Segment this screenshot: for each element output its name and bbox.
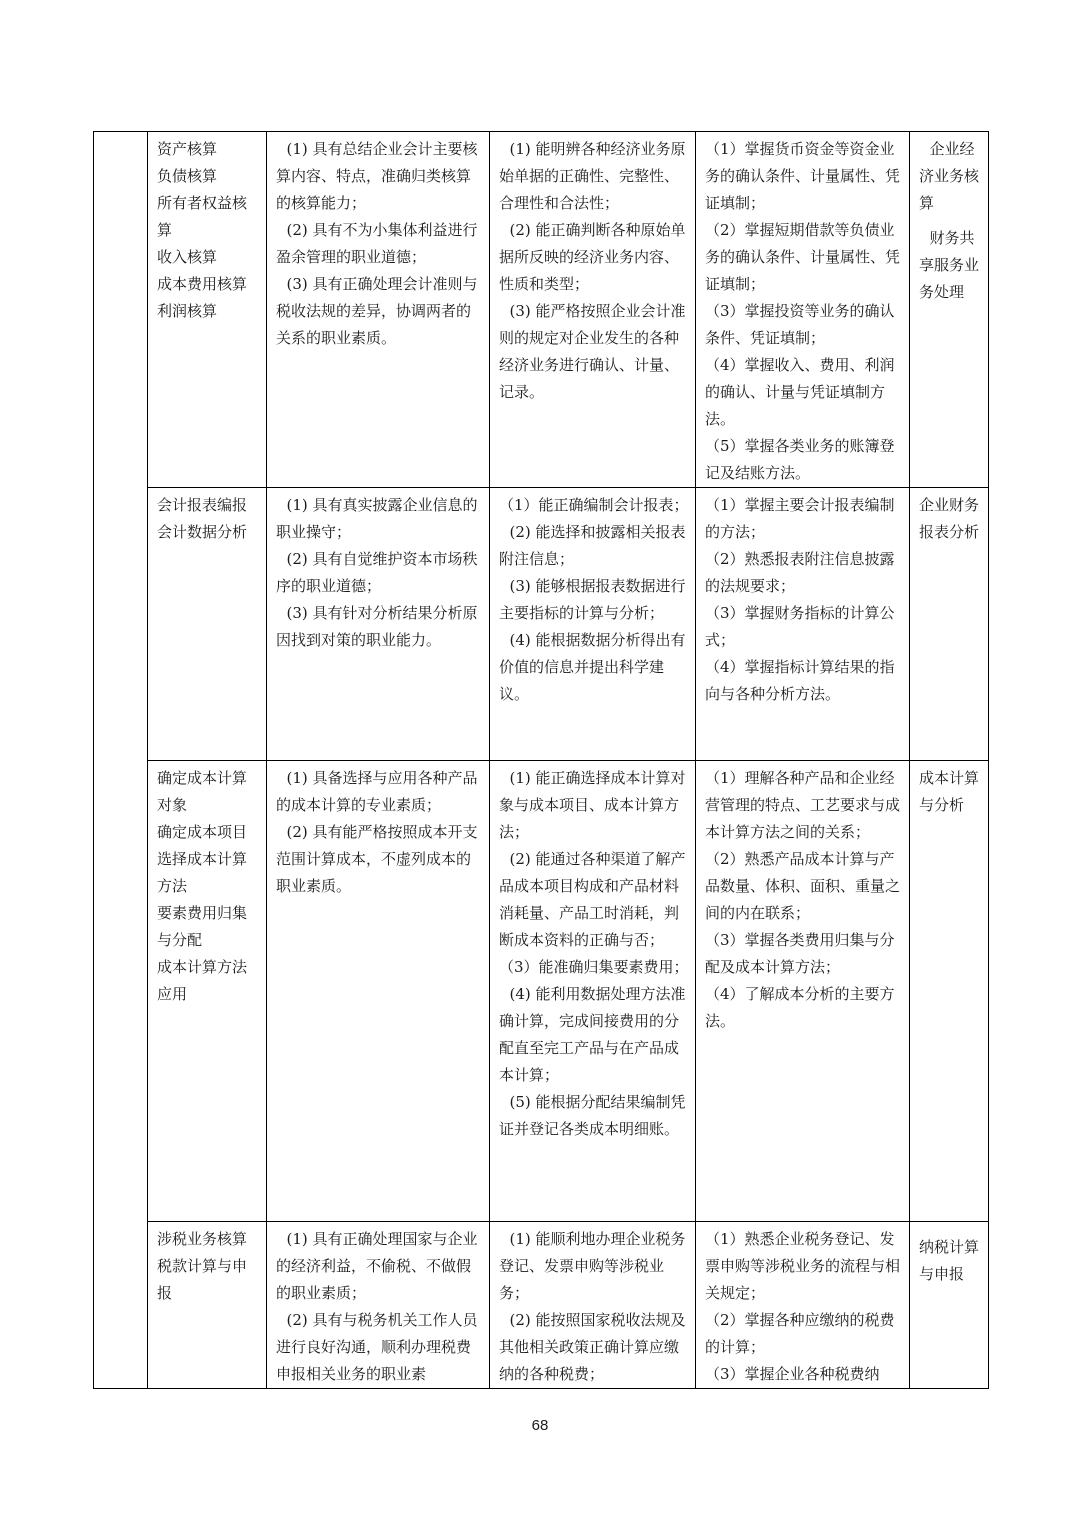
task-line: 与分配 <box>157 931 203 949</box>
knowledge-item: （4）了解成本分析的主要方法。 <box>705 985 895 1030</box>
course-name: 企业财务报表分析 <box>919 496 980 541</box>
knowledge-item: （3）掌握投资等业务的确认条件、凭证填制； <box>705 302 895 347</box>
task-line: 所有者权益核 <box>157 194 248 212</box>
ability-requirements-cell <box>490 761 696 1222</box>
course-cell <box>910 488 989 761</box>
table-row <box>94 761 989 1222</box>
task-line: 负债核算 <box>157 167 218 185</box>
knowledge-item: （2）熟悉产品成本计算与产品数量、体积、面积、重量之间的内在联系； <box>705 850 901 922</box>
task-line: 对象 <box>157 796 188 814</box>
task-line: 利润核算 <box>157 302 218 320</box>
ability-item: (3) 能够根据报表数据进行主要指标的计算与分析； <box>499 577 686 622</box>
task-line: 会计数据分析 <box>157 523 248 541</box>
quality-item: (2) 具有与税务机关工作人员进行良好沟通，顺利办理税费申报相关业务的职业素 <box>276 1311 478 1383</box>
task-line: 成本费用核算 <box>157 275 248 293</box>
quality-requirements-cell <box>267 761 490 1222</box>
task-line: 选择成本计算 <box>157 850 248 868</box>
work-task-cell <box>148 761 267 1222</box>
task-line: 方法 <box>157 877 188 895</box>
ability-item: (2) 能选择和披露相关报表附注信息； <box>499 523 686 568</box>
knowledge-item: （2）掌握短期借款等负债业务的确认条件、计量属性、凭证填制； <box>705 221 901 293</box>
knowledge-item: （1）掌握货币资金等资金业务的确认条件、计量属性、凭证填制； <box>705 140 901 212</box>
merged-category-cell <box>94 132 148 1389</box>
task-line: 税款计算与申报 <box>157 1257 248 1302</box>
page-number: 68 <box>531 1417 549 1434</box>
knowledge-item: （5）掌握各类业务的账簿登记及结账方法。 <box>705 437 895 482</box>
course-name: 财务共享服务业务处理 <box>919 229 980 301</box>
knowledge-item: （4）掌握指标计算结果的指向与各种分析方法。 <box>705 658 895 703</box>
quality-item: (3) 具有针对分析结果分析原因找到对策的职业能力。 <box>276 604 478 649</box>
table-row <box>94 488 989 761</box>
ability-item: (2) 能通过各种渠道了解产品成本项目构成和产品材料消耗量、产品工时消耗，判断成本资料的正确与否； <box>499 850 686 949</box>
knowledge-item: （1）掌握主要会计报表编制的方法； <box>705 496 895 541</box>
knowledge-item: （3）掌握各类费用归集与分配及成本计算方法； <box>705 931 895 976</box>
knowledge-requirements-cell <box>696 761 910 1222</box>
ability-requirements-cell <box>490 488 696 761</box>
quality-requirements-cell <box>267 488 490 761</box>
knowledge-requirements-cell <box>696 488 910 761</box>
ability-item: (2) 能按照国家税收法规及其他相关政策正确计算应缴纳的各种税费； <box>499 1311 686 1383</box>
task-line: 确定成本项目 <box>157 823 248 841</box>
quality-item: (2) 具有自觉维护资本市场秩序的职业道德； <box>276 550 478 595</box>
task-line: 确定成本计算 <box>157 769 248 787</box>
knowledge-item: （1）理解各种产品和企业经营管理的特点、工艺要求与成本计算方法之间的关系； <box>705 769 901 841</box>
quality-requirements-cell <box>267 132 490 488</box>
knowledge-requirements-cell <box>696 1222 910 1389</box>
quality-item: (1) 具有真实披露企业信息的职业操守； <box>276 496 478 541</box>
knowledge-item: （3）掌握企业各种税费纳 <box>705 1365 880 1383</box>
quality-item: (1) 具有总结企业会计主要核算内容、特点，准确归类核算的核算能力； <box>276 140 478 212</box>
quality-item: (2) 具有不为小集体利益进行盈余管理的职业道德； <box>276 221 478 266</box>
quality-item: (3) 具有正确处理会计准则与税收法规的差异，协调两者的关系的职业素质。 <box>276 275 478 347</box>
course-name: 企业经济业务核算 <box>919 140 980 212</box>
ability-requirements-cell <box>490 1222 696 1389</box>
quality-item: (2) 具有能严格按照成本开支范围计算成本，不虚列成本的职业素质。 <box>276 823 478 895</box>
course-name: 成本计算与分析 <box>919 769 980 814</box>
work-task-cell <box>148 1222 267 1389</box>
ability-item: （1）能正确编制会计报表； <box>499 496 689 514</box>
ability-requirements-cell <box>490 132 696 488</box>
ability-item: (2) 能正确判断各种原始单据所反映的经济业务内容、性质和类型； <box>499 221 686 293</box>
ability-item: (4) 能利用数据处理方法准确计算，完成间接费用的分配直至完工产品与在产品成本计算； <box>499 985 686 1084</box>
table-row <box>94 132 989 488</box>
task-line: 成本计算方法 <box>157 958 248 976</box>
knowledge-item: （2）掌握各种应缴纳的税费的计算； <box>705 1311 895 1356</box>
ability-item: (1) 能明辨各种经济业务原始单据的正确性、完整性、合理性和合法性； <box>499 140 686 212</box>
course-cell <box>910 132 989 488</box>
knowledge-item: （3）掌握财务指标的计算公式； <box>705 604 895 649</box>
task-line: 资产核算 <box>157 140 218 158</box>
task-line: 收入核算 <box>157 248 218 266</box>
ability-item: (3) 能严格按照企业会计准则的规定对企业发生的各种经济业务进行确认、计量、记录。 <box>499 302 686 401</box>
ability-item: (1) 能顺利地办理企业税务登记、发票申购等涉税业务； <box>499 1230 686 1302</box>
task-line: 应用 <box>157 985 188 1003</box>
knowledge-item: （1）熟悉企业税务登记、发票申购等涉税业务的流程与相关规定； <box>705 1230 901 1302</box>
quality-requirements-cell <box>267 1222 490 1389</box>
knowledge-requirements-cell <box>696 132 910 488</box>
knowledge-item: （2）熟悉报表附注信息披露的法规要求； <box>705 550 895 595</box>
table-row <box>94 1222 989 1389</box>
course-name: 纳税计算与申报 <box>919 1238 980 1283</box>
task-line: 涉税业务核算 <box>157 1230 248 1248</box>
task-line: 要素费用归集 <box>157 904 248 922</box>
task-line: 会计报表编报 <box>157 496 248 514</box>
work-task-cell <box>148 132 267 488</box>
quality-item: (1) 具有正确处理国家与企业的经济利益，不偷税、不做假的职业素质； <box>276 1230 478 1302</box>
ability-item: (4) 能根据数据分析得出有价值的信息并提出科学建议。 <box>499 631 686 703</box>
quality-item: (1) 具备选择与应用各种产品的成本计算的专业素质； <box>276 769 478 814</box>
ability-item: （3）能准确归集要素费用； <box>499 958 689 976</box>
task-line: 算 <box>157 221 173 239</box>
course-cell <box>910 1222 989 1389</box>
curriculum-table <box>93 131 989 1389</box>
ability-item: (1) 能正确选择成本计算对象与成本项目、成本计算方法； <box>499 769 686 841</box>
knowledge-item: （4）掌握收入、费用、利润的确认、计量与凭证填制方法。 <box>705 356 895 428</box>
work-task-cell <box>148 488 267 761</box>
ability-item: (5) 能根据分配结果编制凭证并登记各类成本明细账。 <box>499 1093 686 1138</box>
course-cell <box>910 761 989 1222</box>
